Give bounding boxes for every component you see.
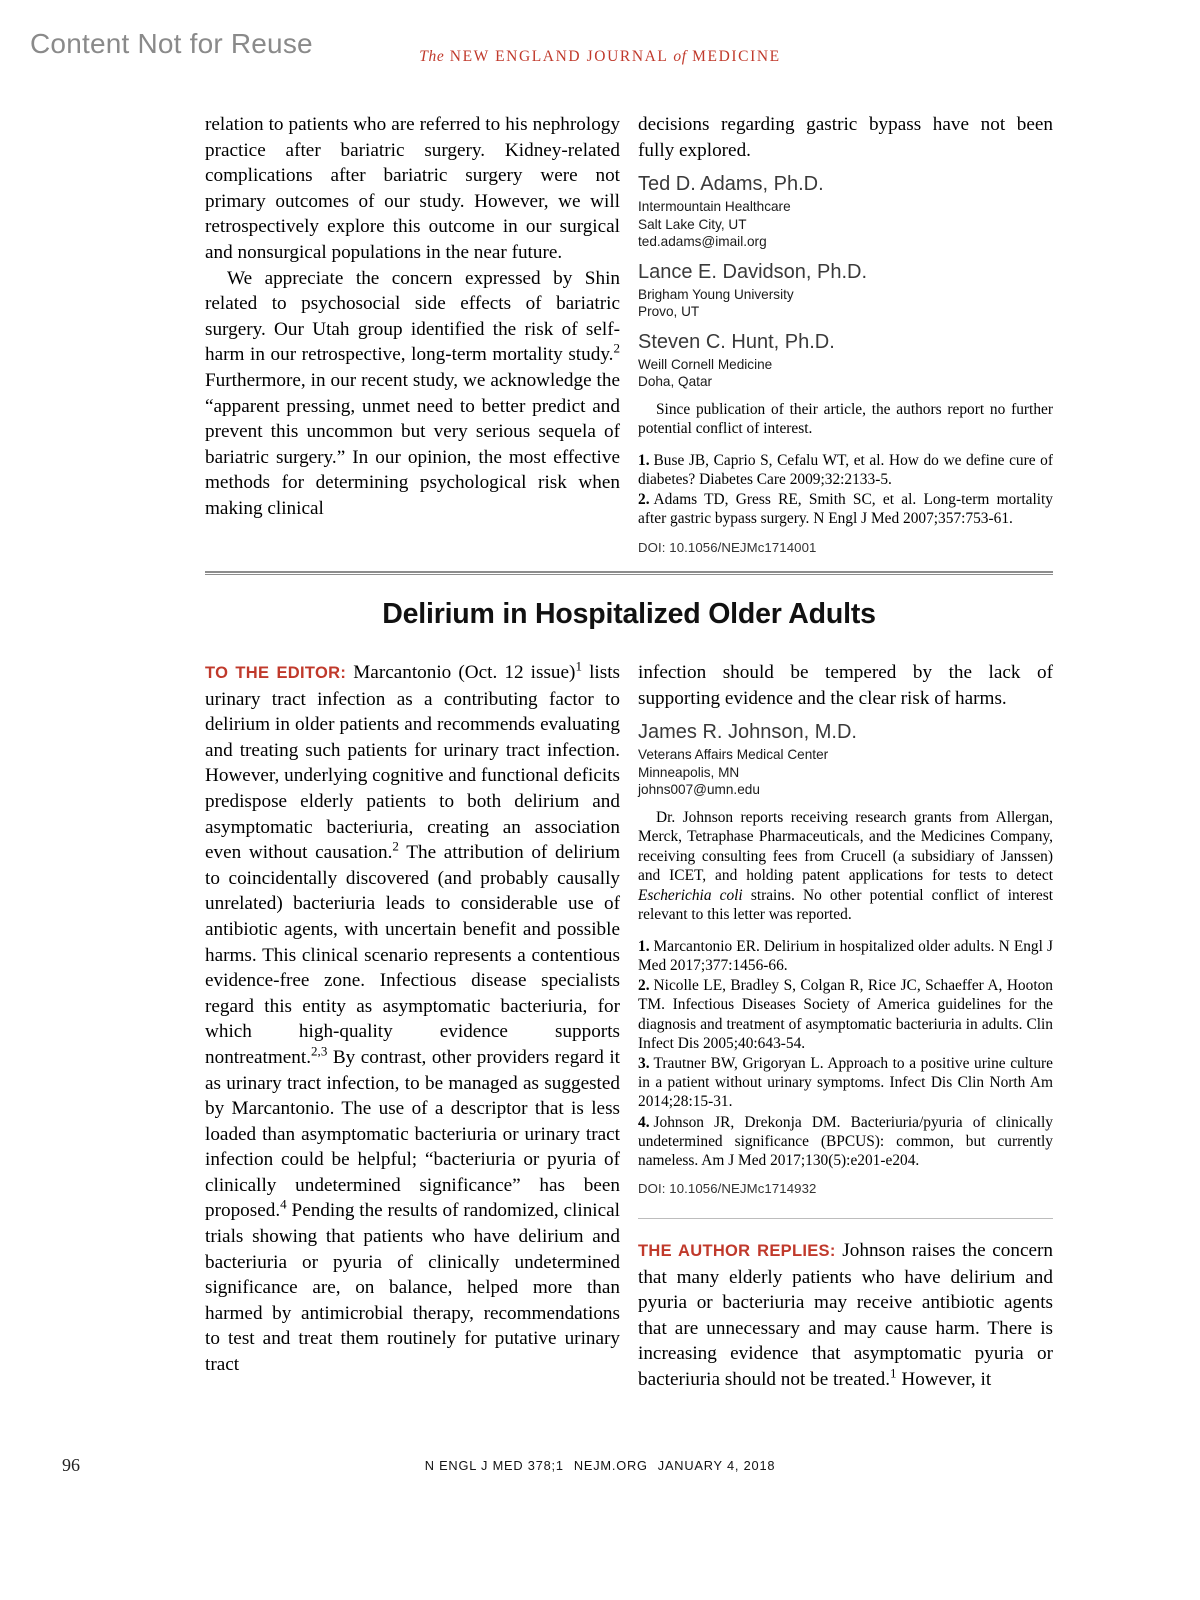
author-affiliation-line: Weill Cornell Medicine [638,356,773,372]
letter-body-e: Pending the results of randomized, clinical trials showing that patients who have delirium and bacteriuria or pyuria of clinically undetermined significance are, on balance, helped more than harmed by antimicrobial therapy, recommendations to test and treat them routinely for putative urinary tract [205,1200,620,1376]
footnote-marker: 2 [613,340,620,356]
reference-text: Marcantonio ER. Delirium in hospitalized older adults. N Engl J Med 2017;377:1456-66. [638,937,1053,974]
top-letter-para-2a: We appreciate the concern expressed by Shin related to psychosocial side effects of bariatric surgery. Our Utah group identified the risk of self-harm in our retrospective, long-term mortality study. [205,267,620,366]
author-affiliation-line: Provo, UT [638,304,700,320]
doi-label[interactable]: DOI: 10.1056/NEJMc1714001 [638,539,817,555]
masthead-the: The [419,48,445,65]
letter-body-c: The attribution of delirium to coincidentally discovered (and probably causally unrelated) bacteriuria leads to considerable use of antibiotic agents, with uncertain benefit and possible harms. This clinical scenario represents a contentious evidence-free zone. Infectious disease specialists regard this entity as asymptomatic bacteriuria, for which high-quality evidence supports nontreatment. [205,842,620,1068]
disclosure-italic-term: Escherichia coli [638,886,743,904]
letter-continuation: infection should be tempered by the lack of supporting evidence and the clear risk of harms. [638,662,1053,709]
letter-right-column [638,660,1053,1196]
footnote-marker: 4 [280,1197,287,1213]
reference-list [638,451,1053,529]
footnote-marker: 2 [392,838,399,854]
top-letter-right-column [638,112,1053,555]
masthead-of: of [673,48,687,65]
reference-item [638,451,1053,489]
reply-separator [638,1218,1053,1219]
footer-site: NEJM.ORG [573,1458,648,1473]
disclosure-b: strains. No other potential conflict of interest relevant to this letter was reported. [638,886,1053,924]
footnote-marker: 1 [575,658,582,674]
author-affiliation-line: Intermountain Healthcare [638,199,791,215]
reference-text: Johnson JR, Drekonja DM. Bacteriuria/pyuria of clinically undetermined significance (BPCUS): common, but currently nameless. Am J Med 2017;130(5):e201-e204. [638,1113,1053,1169]
reference-item [638,490,1053,528]
reference-number: 3. [638,1054,650,1072]
reference-item [638,1054,1053,1112]
masthead [0,48,1200,66]
top-letter-para-2 [205,266,620,522]
masthead-journal: JOURNAL [586,48,668,65]
author-email[interactable]: ted.adams@imail.org [638,234,767,250]
author-name: James R. Johnson, M.D. [638,721,857,744]
letter-body [205,660,620,1378]
footnote-marker: 1 [890,1365,897,1381]
disclosure-note: Since publication of their article, the authors report no further potential conflict of interest. [638,400,1053,438]
reply-body-b: However, it [896,1368,992,1390]
footer-journal: N ENGL J MED 378;1 [424,1458,564,1473]
author-affiliation-line: Minneapolis, MN [638,764,740,780]
letter-body-d: By contrast, other providers regard it as urinary tract infection, to be managed as suggested by Marcantonio. The use of a descriptor that is less loaded than asymptomatic bacteriuria or urinary tract infection could be helpful; “bacteriuria or pyuria of clinically undetermined significance” has been proposed. [205,1046,620,1222]
reference-text: Trautner BW, Grigoryan L. Approach to a positive urine culture in a patient without urinary symptoms. Infect Dis Clin North Am 2014;28:15-31. [638,1054,1053,1111]
author-block-hunt [638,330,1053,391]
author-reply-body [638,1238,1053,1393]
letter-body-b: lists urinary tract infection as a contributing factor to delirium in older patients and recommends evaluating and treating such patients for urinary tract infection. However, underlying cognitive and functional deficits predispose elderly patients to both delirium and asymptomatic bacteriuria, creating an association even without causation. [205,662,620,864]
reference-item [638,937,1053,975]
page-title: Delirium in Hospitalized Older Adults [382,598,876,630]
author-affiliation-line: Brigham Young University [638,286,794,302]
watermark-text: Content Not for Reuse [30,28,313,59]
author-block-davidson [638,260,1053,321]
author-affiliation-line: Veterans Affairs Medical Center [638,747,829,763]
reply-body-a: Johnson raises the concern that many elderly patients who have delirium and pyuria or bacteriuria may receive antibiotic agents that are unnecessary and may cause harm. There is increasing evidence that asymptomatic pyuria or bacteriuria should not be treated. [638,1240,1053,1390]
reference-item [638,976,1053,1053]
footer-citation [0,1458,1200,1473]
letter-body-a: Marcantonio (Oct. 12 issue) [346,662,576,683]
page-number: 96 [62,1455,80,1475]
footnote-marker: 2,3 [311,1043,328,1059]
reference-number: 2. [638,491,650,509]
top-letter-para-1: relation to patients who are referred to his nephrology practice after bariatric surgery. Kidney-related complications after bariatric surgery were not primary outcomes of our study. However, we will retrospectively explore this outcome in our surgical and nonsurgical populations in the near future. [205,114,620,263]
reference-number: 4. [638,1113,650,1131]
author-reply-column [638,1238,1053,1393]
author-name: Ted D. Adams, Ph.D. [638,173,824,196]
author-block-adams [638,172,1053,251]
top-letter-continuation: decisions regarding gastric bypass have not been fully explored. [638,114,1053,161]
disclosure-a: Dr. Johnson reports receiving research grants from Allergan, Merck, Tetraphase Pharmaceuticals, and the Medicines Company, receiving consulting fees from Crucell (a subsidiary of Janssen) and ICET, and holding patent applications for tests to detect [638,808,1053,885]
author-email[interactable]: johns007@umn.edu [638,782,760,798]
top-letter-para-2b: Furthermore, in our recent study, we acknowledge the “apparent pressing, unmet need to better predict and prevent this uncommon but very serious sequela of bariatric surgery.” In our opinion, the most effective methods for determining psychological risk when making clinical [205,369,620,519]
author-name: Steven C. Hunt, Ph.D. [638,330,835,353]
author-name: Lance E. Davidson, Ph.D. [638,260,868,283]
top-letter-left-column [205,112,620,522]
section-divider [205,571,1053,575]
letter-left-column [205,660,620,1378]
author-affiliation-line: Salt Lake City, UT [638,216,747,232]
author-block-johnson [638,720,1053,799]
disclosure-note [638,808,1053,925]
author-affiliation-line: Doha, Qatar [638,374,713,390]
reference-text: Nicolle LE, Bradley S, Colgan R, Rice JC, Schaeffer A, Hooton TM. Infectious Diseases Society of America guidelines for the diagnosis and treatment of asymptomatic bacteriuria in adults. Clin Infect Dis 2005;40:643-54. [638,977,1053,1052]
reference-number: 1. [638,937,650,955]
reference-number: 2. [638,977,650,995]
masthead-medicine: MEDICINE [692,48,781,65]
reference-text: Buse JB, Caprio S, Cefalu WT, et al. How do we define cure of diabetes? Diabetes Care 2009;32:2133-5. [638,451,1053,488]
doi-label[interactable]: DOI: 10.1056/NEJMc1714932 [638,1181,817,1197]
reference-list [638,937,1053,1170]
reference-number: 1. [638,451,650,469]
masthead-new-england: NEW ENGLAND [449,48,582,65]
to-the-editor-lede: TO THE EDITOR: [205,664,347,682]
the-author-replies-lede: THE AUTHOR REPLIES: [638,1242,836,1260]
reference-text: Adams TD, Gress RE, Smith SC, et al. Long-term mortality after gastric bypass surgery. N Engl J Med 2007;357:753-61. [638,491,1053,528]
footer-date: JANUARY 4, 2018 [657,1458,776,1473]
reference-item [638,1113,1053,1171]
